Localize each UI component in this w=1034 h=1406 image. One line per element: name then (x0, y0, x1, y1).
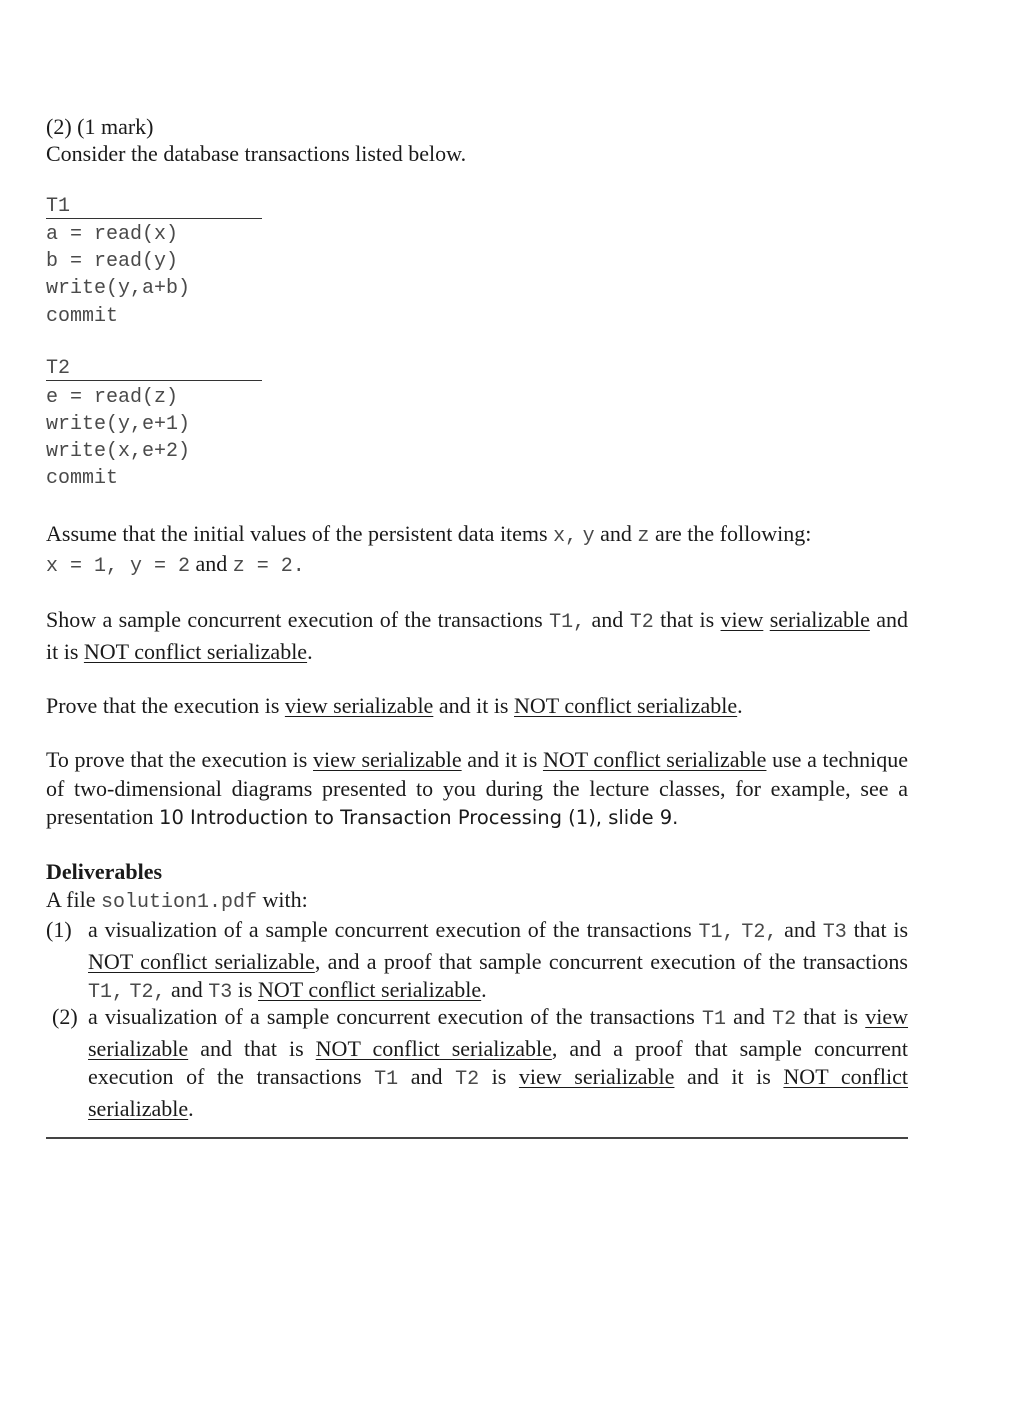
bottom-divider (46, 1137, 908, 1139)
technique-paragraph: To prove that the execution is view serializable and it is NOT conflict serializable use a technique of two-dimensional diagrams presented to you during the lecture classes, for example, see a presentation 10 Introduction to Transaction Processing (1), slide 9. (46, 747, 909, 829)
deliverable-item-2-text: a visualization of a sample concurrent execution of the transactions T1 and T2 that is view serializable and that is NOT conflict serializable, and a proof that sample concurrent execution of the transactions T1 and T2 is view serializable and it is NOT conflict serializable. (88, 1004, 909, 1121)
t1-line-2: b = read(y) (46, 250, 179, 273)
t1-line-3: write(y,a+b) (46, 277, 191, 300)
file-name: solution1.pdf (101, 891, 258, 914)
t1-heading: T1 (46, 196, 262, 219)
initial-values-line-2: x = 1, y = 2 and z = 2. (46, 551, 305, 578)
question-header: (2) (1 mark) (46, 114, 154, 139)
task-paragraph: Show a sample concurrent execution of the transactions T1, and T2 that is view serializable and it is NOT conflict serializable. (46, 607, 909, 664)
deliverables-file-line: A file solution1.pdf with: (46, 887, 308, 914)
t2-heading: T2 (46, 358, 262, 381)
t1-line-4: commit (46, 305, 119, 328)
t2-line-4: commit (46, 467, 119, 490)
t2-line-1: e = read(z) (46, 386, 179, 409)
question-intro: Consider the database transactions listed below. (46, 141, 467, 166)
deliverable-item-1-text: a visualization of a sample concurrent execution of the transactions T1, T2, and T3 that is NOT conflict serializable, and a proof that sample concurrent execution of the transactions T1, T2, and T3 is NOT conflict serializable. (88, 917, 909, 1004)
deliverables-title: Deliverables (46, 859, 163, 884)
t1-line-1: a = read(x) (46, 223, 179, 246)
lecture-reference: 10 Introduction to Transaction Processing (1), slide 9. (159, 806, 679, 829)
prove-paragraph: Prove that the execution is view serializable and it is NOT conflict serializable. (46, 693, 743, 718)
initial-values-line-1: Assume that the initial values of the persistent data items x, y and z are the following: (46, 521, 812, 548)
t2-line-3: write(x,e+2) (46, 440, 191, 463)
t2-line-2: write(y,e+1) (46, 413, 191, 436)
